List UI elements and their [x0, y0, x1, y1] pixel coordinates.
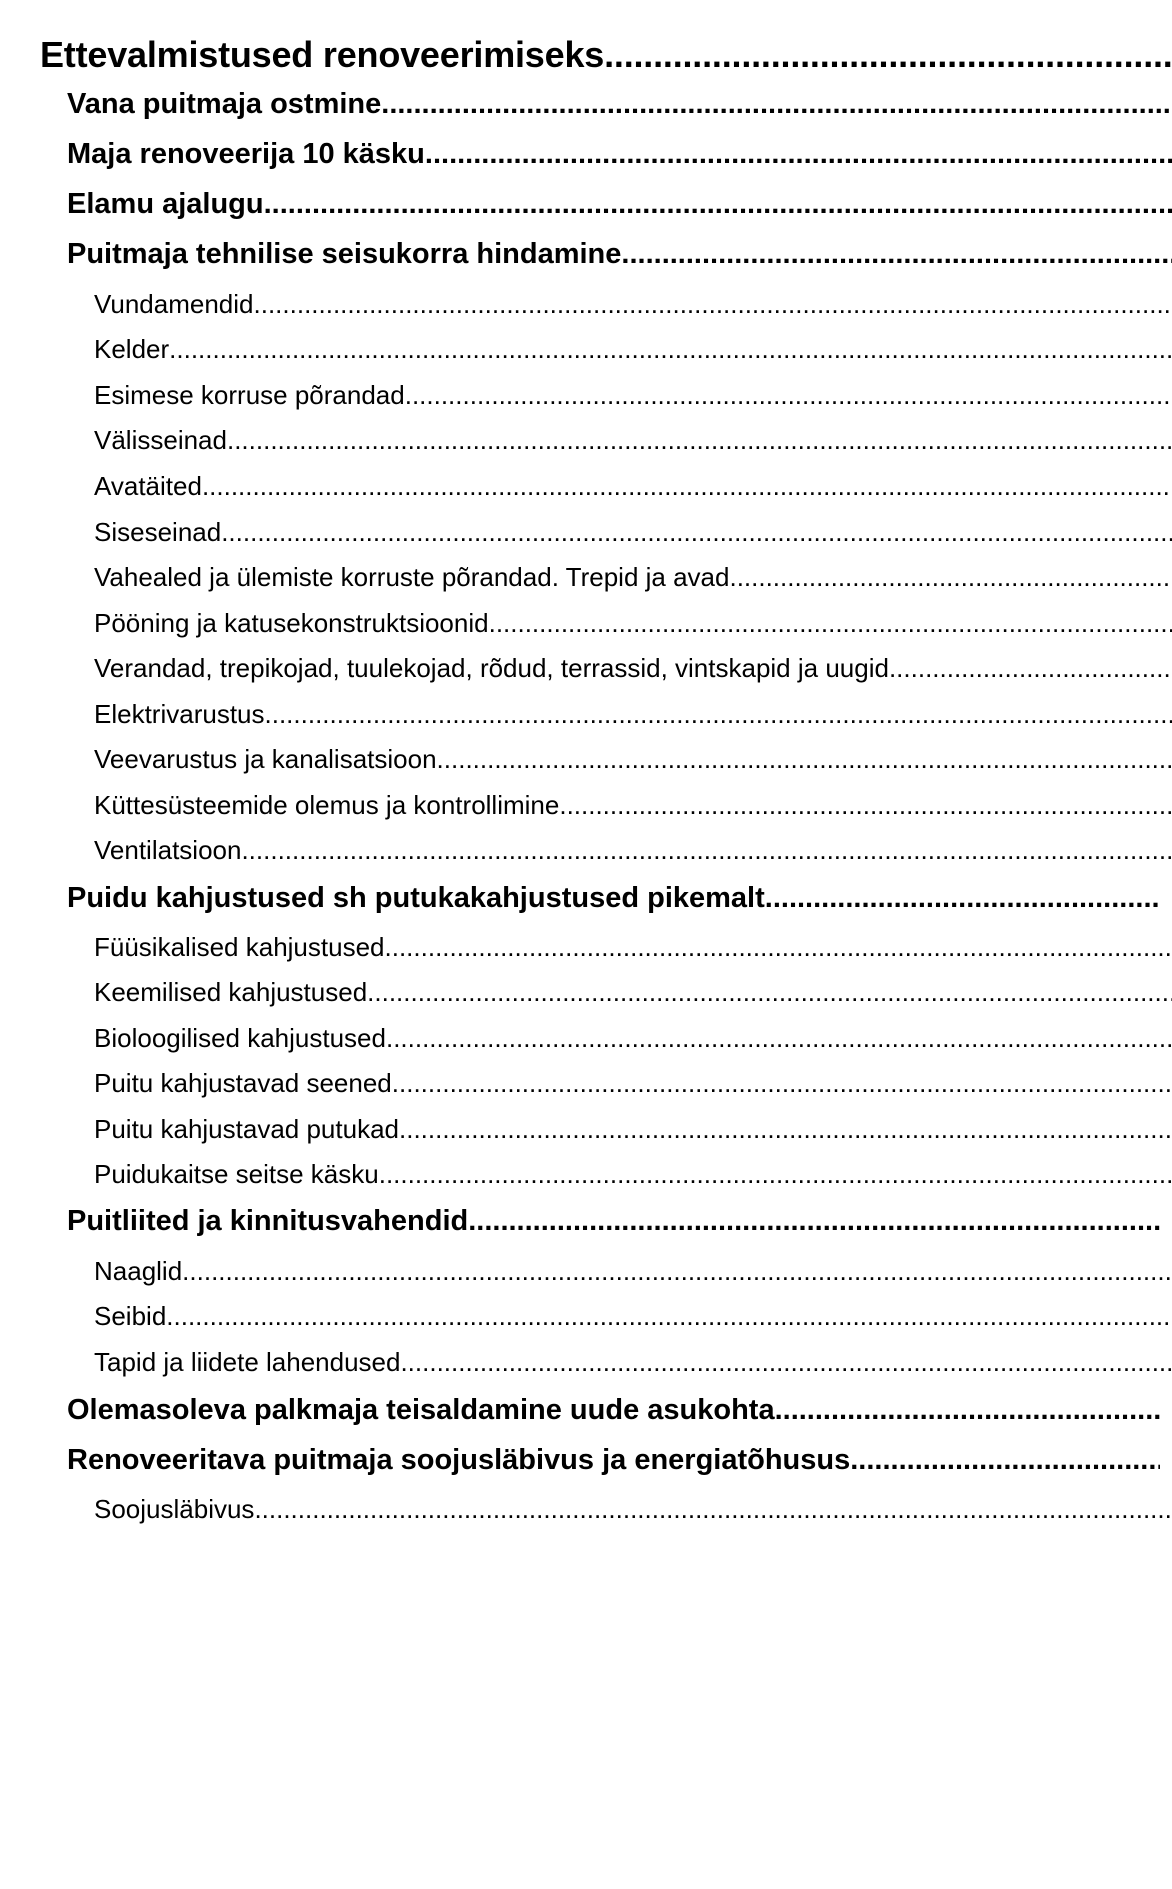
dot-leader	[400, 1347, 1172, 1378]
toc-entry-label: Seibid	[94, 1301, 167, 1331]
dot-leader	[604, 34, 1172, 76]
dot-leader	[234, 425, 1172, 456]
dot-leader	[850, 1444, 1160, 1477]
toc-entry-elektrivarustus[interactable]	[94, 699, 1172, 730]
toc-entry-label: Vana puitmaja ostmine	[67, 88, 382, 120]
toc-entry-veevarustus-ja-kanalisatsioon[interactable]	[94, 744, 1172, 775]
toc-entry-label: Pööning ja katusekonstruktsioonid	[94, 608, 489, 638]
toc-entry-kuttesusteemide-olemus[interactable]	[94, 790, 1172, 821]
toc-entry-label: Bioloogilised kahjustused	[94, 1023, 386, 1053]
toc-entry-label: Esimese korruse põrandad	[94, 380, 405, 410]
dot-leader	[896, 653, 1172, 684]
dot-leader	[406, 1114, 1172, 1145]
toc-entry-maja-renoveerija-10-kasku[interactable]	[67, 138, 1172, 171]
dot-leader	[437, 744, 1172, 775]
toc-entry-label: Puitmaja tehnilise seisukorra hindamine	[67, 238, 622, 270]
dot-leader	[392, 1068, 1172, 1099]
toc-entry-label: Avatäited	[94, 471, 202, 501]
dot-leader	[241, 835, 1172, 866]
toc-entry-olemasoleva-palkmaja-teisaldamine[interactable]	[67, 1394, 1160, 1427]
dot-leader	[182, 1256, 1172, 1287]
dot-leader	[202, 471, 1172, 502]
toc-entry-label: Puidu kahjustused sh putukakahjustused pikemalt.	[67, 882, 773, 914]
dot-leader	[559, 790, 1172, 821]
dot-leader	[621, 238, 1172, 271]
toc-entry-label: Keemilised kahjustused	[94, 977, 368, 1007]
toc-entry-elamu-ajalugu[interactable]	[67, 188, 1172, 221]
toc-entry-puitmaja-tehnilise-seisukorra-hindamine[interactable]	[67, 238, 1172, 271]
toc-entry-naaglid[interactable]	[94, 1256, 1172, 1287]
toc-entry-label: Siseseinad	[94, 517, 222, 547]
toc-entry-puitliited-ja-kinnitusvahendid[interactable]	[67, 1205, 1160, 1238]
toc-entry-label: Veevarustus ja kanalisatsioon	[94, 744, 437, 774]
toc-entry-label: Ettevalmistused renoveerimiseks	[40, 34, 605, 75]
dot-leader	[386, 1159, 1172, 1190]
toc-entry-label: Vahealed ja ülemiste korruste põrandad. Trepid ja avad.	[94, 562, 737, 592]
toc-entry-label: Ventilatsioon	[94, 835, 242, 865]
toc-entry-label: Naaglid	[94, 1256, 183, 1286]
dot-leader	[468, 1205, 1160, 1238]
dot-leader	[254, 1494, 1172, 1525]
toc-entry-label: Puitliited ja kinnitusvahendid	[67, 1205, 469, 1237]
toc-entry-label: Vundamendid	[94, 289, 254, 319]
toc-entry-keemilised-kahjustused[interactable]	[94, 977, 1172, 1008]
dot-leader	[264, 188, 1172, 221]
toc-entry-fuusikalised-kahjustused[interactable]	[94, 932, 1172, 963]
toc-entry-vahealed-ja-ulemiste-korruste-porandad[interactable]	[94, 562, 1172, 593]
dot-leader	[737, 562, 1172, 593]
toc-entry-label: Tapid ja liidete lahendused	[94, 1347, 401, 1377]
toc-entry-kelder[interactable]	[94, 334, 1172, 365]
toc-entry-valisseinad[interactable]	[94, 425, 1172, 456]
toc-entry-puitu-kahjustavad-seened[interactable]	[94, 1068, 1172, 1099]
toc-entry-tapid-ja-liidete-lahendused[interactable]	[94, 1347, 1172, 1378]
toc-entry-ettevalmistused-renoveerimiseks[interactable]	[40, 34, 1172, 76]
toc-entry-esimese-korruse-porandad[interactable]	[94, 380, 1172, 411]
toc-entry-label: Olemasoleva palkmaja teisaldamine uude asukohta	[67, 1394, 775, 1426]
toc-entry-puidukaitse-seitse-kasku[interactable]	[94, 1159, 1172, 1190]
toc-entry-pooning-ja-katusekonstruktsioonid[interactable]	[94, 608, 1172, 639]
dot-leader	[221, 517, 1172, 548]
toc-entry-vana-puitmaja-ostmine[interactable]	[67, 88, 1172, 121]
dot-leader	[775, 1394, 1160, 1427]
dot-leader	[773, 882, 1160, 915]
toc-entry-label: Elamu ajalugu	[67, 188, 264, 220]
toc-entry-label: Elektrivarustus	[94, 699, 265, 729]
dot-leader	[169, 334, 1172, 365]
toc-entry-vundamendid[interactable]	[94, 289, 1172, 320]
toc-entry-bioloogilised-kahjustused[interactable]	[94, 1023, 1172, 1054]
toc-entry-label: Küttesüsteemide olemus ja kontrollimine	[94, 790, 560, 820]
toc-entry-ventilatsioon[interactable]	[94, 835, 1172, 866]
toc-entry-label: Verandad, trepikojad, tuulekojad, rõdud, terrassid, vintskapid ja uugid.	[94, 653, 897, 683]
toc-entry-siseseinad[interactable]	[94, 517, 1172, 548]
toc-entry-puidu-kahjustused[interactable]	[67, 882, 1160, 915]
toc-entry-label: Soojusläbivus	[94, 1494, 255, 1524]
dot-leader	[386, 1023, 1172, 1054]
dot-leader	[367, 977, 1172, 1008]
toc-entry-verandad-trepikojad[interactable]	[94, 653, 1172, 684]
toc-entry-label: Puitu kahjustavad putukad.	[94, 1114, 407, 1144]
dot-leader	[254, 289, 1172, 320]
dot-leader	[405, 380, 1172, 411]
toc-entry-label: Maja renoveerija 10 käsku.	[67, 138, 433, 170]
dot-leader	[166, 1301, 1172, 1332]
toc-entry-label: Puitu kahjustavad seened	[94, 1068, 392, 1098]
toc-entry-label: Puidukaitse seitse käsku.	[94, 1159, 386, 1189]
toc-entry-seibid[interactable]	[94, 1301, 1172, 1332]
dot-leader	[381, 88, 1172, 121]
toc-entry-label: Füüsikalised kahjustused	[94, 932, 385, 962]
toc-entry-renoveeritava-puitmaja-soojuslabivus[interactable]	[67, 1444, 1160, 1477]
toc-entry-soojuslabivus[interactable]	[94, 1494, 1172, 1525]
dot-leader	[265, 699, 1172, 730]
toc-entry-label: Kelder	[94, 334, 170, 364]
toc-entry-label: Välisseinad.	[94, 425, 235, 455]
dot-leader	[433, 138, 1172, 171]
toc-entry-puitu-kahjustavad-putukad[interactable]	[94, 1114, 1172, 1145]
toc-entry-avataited[interactable]	[94, 471, 1172, 502]
dot-leader	[489, 608, 1172, 639]
dot-leader	[385, 932, 1172, 963]
toc-entry-label: Renoveeritava puitmaja soojusläbivus ja energiatõhusus	[67, 1444, 851, 1476]
